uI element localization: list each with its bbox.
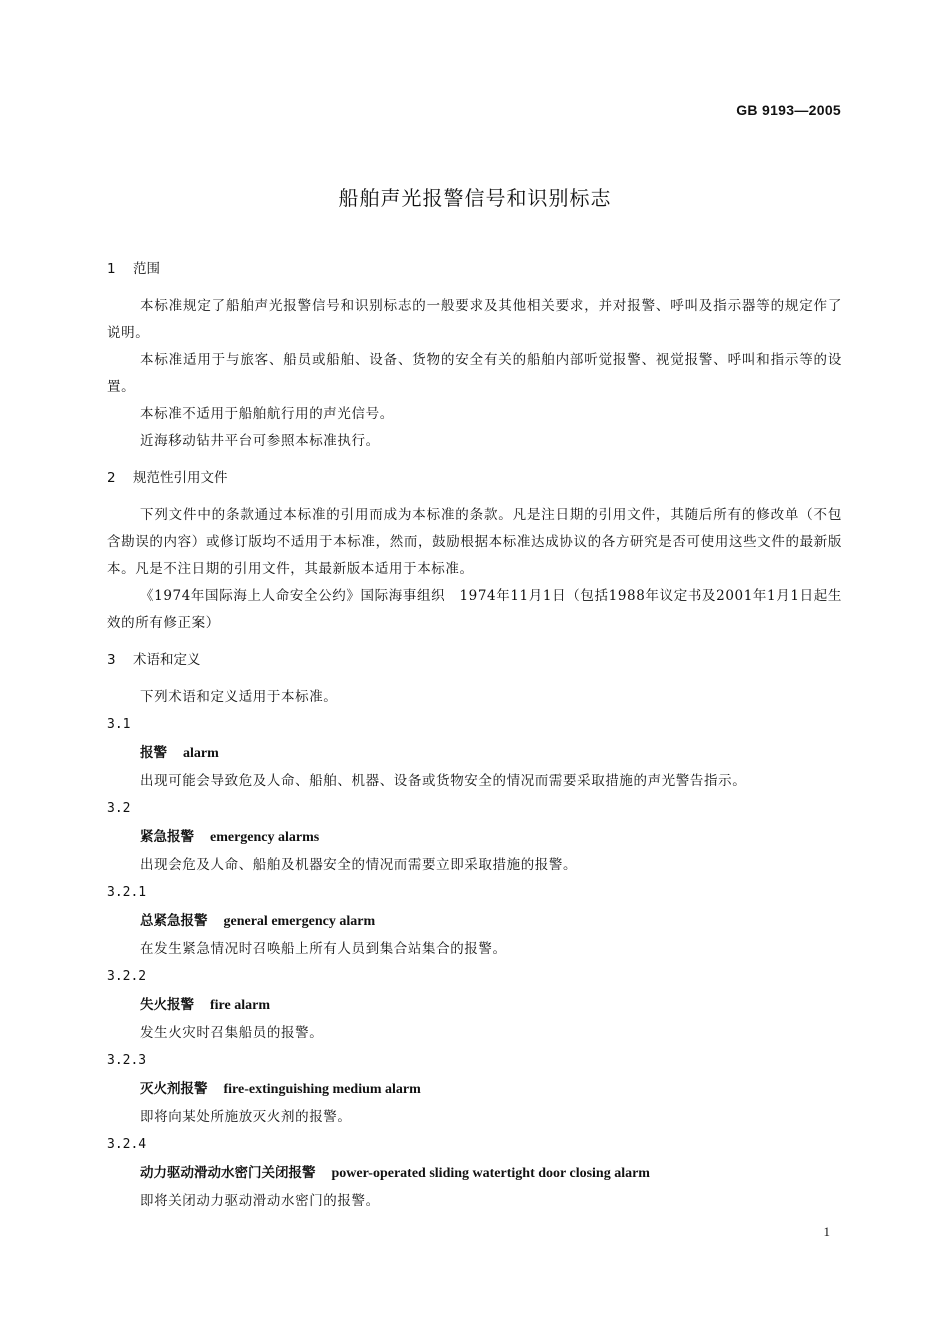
term-zh: 动力驱动滑动水密门关闭报警 [140, 1165, 316, 1181]
paragraph: 本标准不适用于船舶航行用的声光信号。 [140, 406, 394, 422]
term-number: 3.2.2 [107, 969, 147, 984]
term-entry [107, 1047, 842, 1131]
term-number: 3.2.3 [107, 1053, 147, 1068]
term-zh: 报警 [140, 745, 167, 761]
term-en: general emergency alarm [223, 914, 376, 929]
paragraph: 本标准适用于与旅客、船员或船舶、设备、货物的安全有关的船舶内部听觉报警、视觉报警、呼叫和指示等的设置。 [107, 352, 842, 395]
page-number: 1 [823, 1224, 830, 1239]
term-definition: 即将向某处所施放灭火剂的报警。 [140, 1109, 352, 1125]
term-zh: 总紧急报警 [140, 913, 208, 929]
term-zh: 灭火剂报警 [140, 1081, 208, 1097]
term-number: 3.2.1 [107, 885, 147, 900]
section-2-heading [107, 467, 842, 489]
reference-item: 《1974年国际海上人命安全公约》国际海事组织 1974年11月1日（包括1988年议定书及2001年1月1日起生效的所有修正案） [107, 588, 842, 631]
term-name [107, 1075, 842, 1103]
paragraph: 下列文件中的条款通过本标准的引用而成为本标准的条款。凡是注日期的引用文件，其随后所有的修改单（不包含勘误的内容）或修订版均不适用于本标准，然而，鼓励根据本标准达成协议的各方研究是否可使用这些文件的最新版本。凡是不注日期的引用文件，其最新版本适用于本标准。 [107, 507, 842, 577]
document-title: 船舶声光报警信号和识别标志 [338, 186, 612, 210]
term-entry [107, 879, 842, 963]
document-body [107, 258, 842, 1215]
term-entry [107, 711, 842, 795]
term-number: 3.2.4 [107, 1137, 147, 1152]
term-en: emergency alarms [210, 830, 320, 845]
term-entry [107, 795, 842, 879]
term-entry [107, 963, 842, 1047]
section-title: 规范性引用文件 [133, 470, 228, 486]
term-definition: 即将关闭动力驱动滑动水密门的报警。 [140, 1193, 380, 1209]
paragraph: 下列术语和定义适用于本标准。 [140, 689, 338, 705]
section-title: 范围 [133, 261, 160, 277]
standard-number: GB 9193—2005 [736, 102, 841, 118]
section-3-heading [107, 649, 842, 671]
term-definition: 出现可能会导致危及人命、船舶、机器、设备或货物安全的情况而需要采取措施的声光警告指示。 [140, 773, 747, 789]
section-title: 术语和定义 [133, 652, 201, 668]
term-name [107, 991, 842, 1019]
section-1-heading [107, 258, 842, 280]
term-en: alarm [183, 746, 219, 761]
term-definition: 在发生紧急情况时召唤船上所有人员到集合站集合的报警。 [140, 941, 507, 957]
paragraph: 本标准规定了船舶声光报警信号和识别标志的一般要求及其他相关要求，并对报警、呼叫及指示器等的规定作了说明。 [107, 298, 842, 341]
term-en: fire alarm [210, 998, 270, 1013]
term-en: power-operated sliding watertight door closing alarm [331, 1166, 650, 1181]
term-definition: 发生火灾时召集船员的报警。 [140, 1025, 324, 1041]
term-name [107, 907, 842, 935]
term-name [107, 1159, 842, 1187]
term-number: 3.2 [107, 801, 131, 816]
term-entry [107, 1131, 842, 1215]
section-number: 2 [107, 470, 116, 486]
term-name [107, 823, 842, 851]
term-number: 3.1 [107, 717, 131, 732]
paragraph: 近海移动钻井平台可参照本标准执行。 [140, 433, 380, 449]
term-en: fire-extinguishing medium alarm [223, 1082, 421, 1097]
term-name [107, 739, 842, 767]
term-zh: 紧急报警 [140, 829, 194, 845]
section-number: 1 [107, 261, 116, 277]
term-definition: 出现会危及人命、船舶及机器安全的情况而需要立即采取措施的报警。 [140, 857, 578, 873]
section-number: 3 [107, 652, 116, 668]
term-zh: 失火报警 [140, 997, 194, 1013]
